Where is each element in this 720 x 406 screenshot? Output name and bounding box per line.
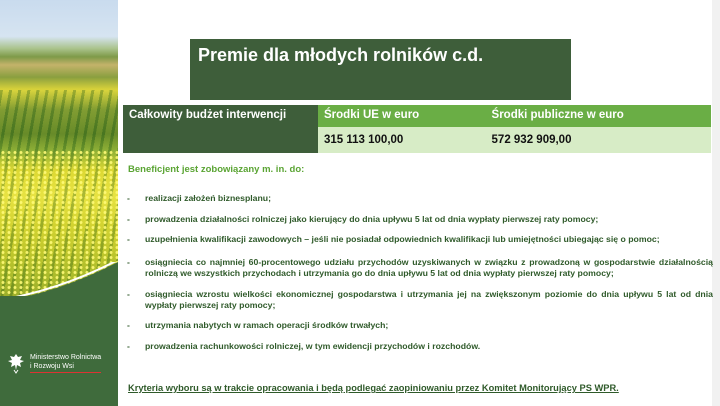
budget-table <box>123 105 711 153</box>
budget-value-public: 572 932 909,00 <box>486 127 711 153</box>
budget-table-header-row <box>123 105 711 127</box>
right-edge-bar <box>712 0 720 406</box>
budget-value-eu: 315 113 100,00 <box>318 127 486 153</box>
ministry-name-line1: Ministerstwo Rolnictwa <box>30 354 102 361</box>
ministry-name <box>30 353 101 373</box>
obligations-list <box>127 193 713 352</box>
beneficiary-heading: Beneficjent jest zobowiązany m. in. do: <box>128 164 305 175</box>
title-banner <box>190 39 571 100</box>
list-item: - utrzymania nabytych w ramach operacji środków trwałych; <box>127 320 713 331</box>
list-item: - prowadzenia działalności rolniczej jako kierujący do dnia upływu 5 lat od dnia wypłaty pierwszej raty pomocy; <box>127 214 713 225</box>
list-item: - realizacji założeń biznesplanu; <box>127 193 713 204</box>
slide-title: Premie dla młodych rolników c.d. <box>198 45 484 65</box>
field-photo-strip <box>0 0 118 406</box>
list-item: - prowadzenia rachunkowości rolniczej, w tym ewidencji przychodów i rozchodów. <box>127 341 713 352</box>
list-item: - osiągniecia co najmniej 60-procentowego udziału przychodów uzyskiwanych w związku z prowadzoną w gospodarstwie działalnością rolniczą we wszystkich przychodach i utrzymania go do dnia upływu 5 lat od dnia wypłaty pierwszej raty pomocy; <box>127 257 713 279</box>
list-item: - uzupełnienia kwalifikacji zawodowych – jeśli nie posiadał odpowiednich kwalifikacji lub umiejętności ubiegając się o pomoc; <box>127 234 713 245</box>
budget-col-eu: Środki UE w euro <box>318 105 486 127</box>
ministry-logo <box>6 350 116 376</box>
criteria-note: Kryteria wyboru są w trakcie opracowania i będą podlegać zaopiniowaniu przez Komitet Monitorujący PS WPR. <box>128 383 619 393</box>
budget-row-header: Całkowity budżet interwencji <box>123 105 318 153</box>
budget-col-public: Środki publiczne w euro <box>486 105 711 127</box>
eagle-emblem-icon <box>6 352 26 374</box>
list-item: - osiągniecia wzrostu wielkości ekonomicznej gospodarstwa i utrzymania jej na zwiększonym poziomie do dnia upływu 5 lat od dnia wypłaty pierwszej raty pomocy; <box>127 289 713 311</box>
ministry-name-line2: i Rozwoju Wsi <box>30 363 74 370</box>
